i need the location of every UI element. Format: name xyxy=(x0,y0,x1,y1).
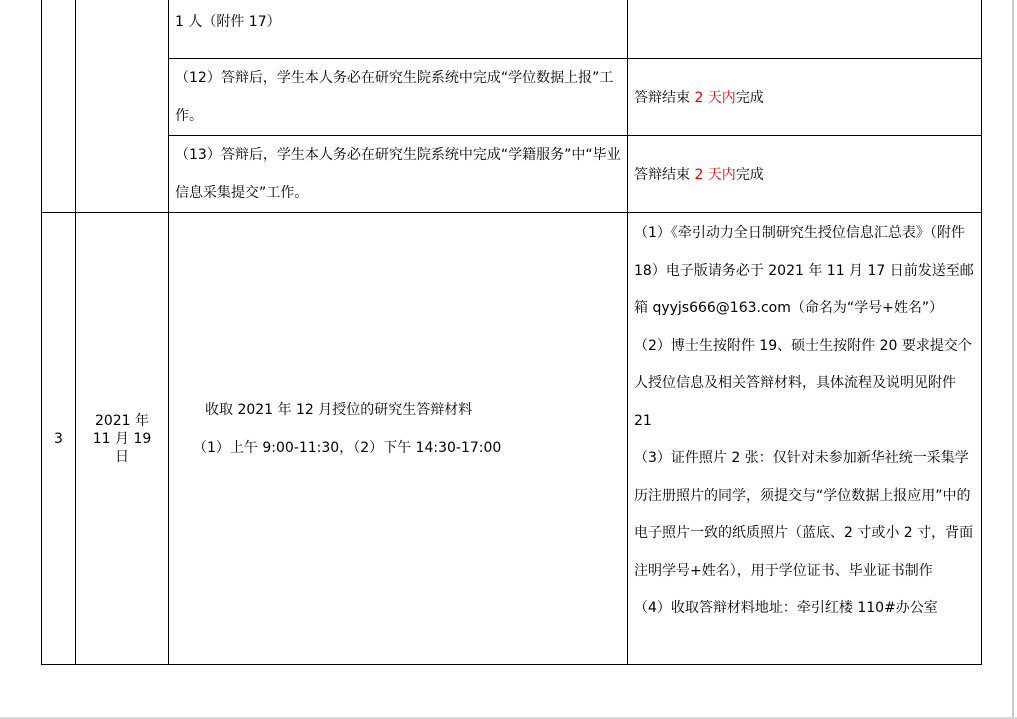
note-item: （4）收取答辩材料地址：牵引红楼 110#办公室 xyxy=(634,600,938,616)
task-cell xyxy=(169,213,628,665)
task-text: （13）答辩后，学生本人务必在研究生院系统中完成“学籍服务”中“毕业信息采集提交”工作。 xyxy=(175,147,621,201)
page-right-edge xyxy=(1012,0,1014,719)
table-row xyxy=(42,136,982,213)
table-row xyxy=(42,213,982,665)
task-line-1: 收取 2021 年 12 月授位的研究生答辩材料 xyxy=(205,401,473,418)
note-item: （1）《牵引动力全日制研究生授位信息汇总表》（附件 18）电子版请务必于 2021 年 11 月 17 日前发送至邮箱 qyyjs666@163.com（命名为“学号+姓名”） xyxy=(634,225,974,316)
schedule-table xyxy=(41,0,982,665)
deadline-cell xyxy=(628,0,982,59)
deadline-text: 答辩结束 2 天内完成 xyxy=(634,167,764,183)
row-date-cell xyxy=(76,213,169,665)
row-number-cell xyxy=(42,0,76,213)
note-item: （3）证件照片 2 张：仅针对未参加新华社统一采集学历注册照片的同学，须提交与“学位数据上报应用”中的电子照片一致的纸质照片（蓝底、2 寸或小 2 寸，背面注明学号+姓名），用于学位证书、毕业证书制作 xyxy=(634,450,974,579)
deadline-highlight: 2 天内 xyxy=(694,90,736,106)
task-text: （12）答辩后，学生本人务必在研究生院系统中完成“学位数据上报”工作。 xyxy=(175,70,614,124)
notes-cell xyxy=(628,213,982,665)
note-item: （2）博士生按附件 19、硕士生按附件 20 要求提交个人授位信息及相关答辩材料，具体流程及说明见附件 21 xyxy=(634,337,972,429)
notes-list xyxy=(628,213,981,628)
task-text: 1 人（附件 17） xyxy=(175,14,281,30)
deadline-text: 答辩结束 2 天内完成 xyxy=(634,90,764,106)
row-date-cell xyxy=(76,0,169,213)
deadline-highlight: 2 天内 xyxy=(694,167,736,183)
task-cell xyxy=(169,136,628,213)
row-number: 3 xyxy=(54,430,63,447)
deadline-cell xyxy=(628,59,982,136)
table-row xyxy=(42,59,982,136)
task-line-2: （1）上午 9:00-11:30，（2）下午 14:30-17:00 xyxy=(193,439,502,456)
table-row xyxy=(42,0,982,59)
deadline-cell xyxy=(628,136,982,213)
task-cell xyxy=(169,0,628,59)
row-number-cell xyxy=(42,213,76,665)
row-date: 2021 年 11 月 19 日 xyxy=(92,412,152,465)
task-cell xyxy=(169,59,628,136)
